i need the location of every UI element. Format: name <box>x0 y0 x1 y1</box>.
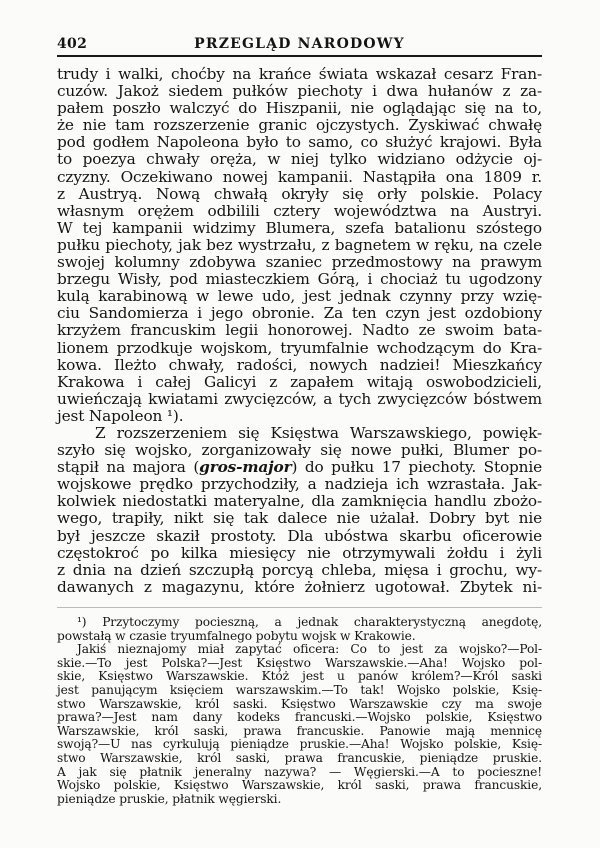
text-line: wego, trapiły, nikt się tak dalece nie użalał. Dobry byt nie <box>57 509 542 528</box>
text-line: ciu Sandomierza i jego obronie. Za ten czyn jest ozdobiony <box>57 304 542 323</box>
text-line: krzyżem francuskim legii honorowej. Nadto ze swoim bata- <box>57 321 542 340</box>
text-line: kulą karabinową w lewe udo, jest jednak czynny przy wzię- <box>57 287 542 306</box>
footnote-line: swoją?—U nas cyrkulują pieniądze pruskie.—Aha! Wojsko polskie, Księ- <box>57 737 542 752</box>
text-line: czyzny. Oczekiwano nowej kampanii. Nastąpiła ona 1809 r. <box>57 167 542 186</box>
paragraph-2 <box>57 425 542 596</box>
text-line: kolwiek niedostatki materyalne, dla zamknięcia handlu zbożo- <box>57 492 542 511</box>
footnote-line: stwo Warszawskie, król saski, prawa francuskie, pieniądze pruskie. <box>57 750 542 765</box>
italic-term: gros-major <box>199 458 292 477</box>
text-line: W tej kampanii widzimy Blumera, szefa batalionu szóstego <box>57 218 542 237</box>
text-line: własnym orężem odbilili cztery województwa na Austryi. <box>57 201 542 220</box>
text-line: pułku piechoty, jak bez wystrzału, z bagnetem w ręku, na czele <box>57 235 542 254</box>
text-line: Z rozszerzeniem się Księstwa Warszawskiego, powięk- <box>95 423 542 442</box>
text-line <box>57 459 542 476</box>
footnote-line: powstałą w czasie tryumfalnego pobytu wojsk w Krakowie. <box>57 628 416 643</box>
text-line: był jeszcze skaził prostoty. Dla ubóstwa skarbu oficerowie <box>57 526 542 545</box>
footnote-line: Wojsko polskie, Księstwo Warszawskie, król saski, prawa francuskie, <box>57 778 542 793</box>
text-line: trudy i walki, choćby na krańce świata wskazał cesarz Fran- <box>57 65 542 83</box>
footnote-line: ¹) Przytoczymy pocieszną, a jednak charakterystyczną anegdotę, <box>77 615 542 629</box>
header-rule <box>57 55 542 57</box>
text-segment: stąpił na majora ( <box>57 458 200 477</box>
footnote-1 <box>57 616 542 643</box>
text-line: brzegu Wisły, pod miasteczkiem Górą, i chociaż tu ugodzony <box>57 270 542 289</box>
text-line: że nie tam rozszerzenie granic ojczystych. Zyskiwać chwałę <box>57 116 542 135</box>
footnote-line: Warszawskie, król saski, prawa francuskie. Panowie mają mennicę <box>57 723 542 738</box>
footnote-line: prawa?—Jest nam dany kodeks francuski.—Wojsko polskie, Księstwo <box>57 710 542 725</box>
text-line: częstokroć po kilka miesięcy nie otrzymywali żołdu i żyli <box>57 543 542 562</box>
footnote-line: stwo Warszawskie, król saski. Księstwo Warszawskie czy ma swoje <box>57 696 542 711</box>
text-line: cuzów. Jakoż siedem pułków piechoty i dwa hułanów z za- <box>57 82 542 101</box>
text-line: Krakowa i całej Galicyi z zapałem witają oswobodzicieli, <box>57 372 542 391</box>
text-line: z dnia na dzień szczupłą porcyą chleba, mięsa i grochu, wy- <box>57 560 542 579</box>
footnote-line: Jakiś nieznajomy miał zapytać oficera: Co to jest za wojsko?—Pol- <box>77 642 542 657</box>
footnote-line: skie.—To jest Polska?—Jest Księstwo Warszawskie.—Aha! Wojsko pol- <box>57 655 542 670</box>
page-number: 402 <box>57 36 88 52</box>
main-text <box>57 66 542 596</box>
footnote-2 <box>57 643 542 806</box>
footnote-line: jest panującym księciem warszawskim.—To tak! Wojsko polskie, Księ- <box>57 682 542 697</box>
text-line: dawanych z magazynu, które żołnierz ugotował. Zbytek ni- <box>57 577 542 596</box>
text-line: swojej kolumny zdobywa szaniec przedmostowy na prawym <box>57 253 542 272</box>
text-line: kowa. Ileżto chwały, radości, nowych nadziei! Mieszkańcy <box>57 355 542 374</box>
text-line: z Austryą. Nową chwałą okryły się orły polskie. Polacy <box>57 184 542 203</box>
text-line: wojskowe prędko przychodziły, a nadzieja ich wzrastała. Jak- <box>57 475 542 494</box>
text-line: uwieńczają kwiatami zwycięzców, a tych zwycięzców bóstwem <box>57 389 542 408</box>
paragraph-1 <box>57 66 542 425</box>
footnote-line: A jak się płatnik jeneralny nazywa? — Węgierski.—A to pocieszne! <box>57 764 542 779</box>
footnote-line: pieniądze pruskie, płatnik węgierski. <box>57 791 282 806</box>
text-line: to poezya chwały oręża, w niej tylko widziano odżycie oj- <box>57 150 542 169</box>
text-line: jest Napoleon ¹). <box>57 406 184 425</box>
text-line: szyło się wojsko, zorganizowały się nowe pułki, Blumer po- <box>57 441 542 460</box>
text-line: pałem poszło walczyć do Hiszpanii, nie oglądając się na to, <box>57 99 542 118</box>
text-line: lionem przodkuje wojskom, tryumfalnie wchodzącym do Kra- <box>57 338 542 357</box>
running-title: PRZEGLĄD NARODOWY <box>194 36 405 52</box>
footnote-divider <box>57 607 542 608</box>
page-header <box>57 36 542 56</box>
footnote-line: skie, Księstwo Warszawskie. Któż jest u panów królem?—Król saski <box>57 669 542 684</box>
text-segment: ) do pułku 17 piechoty. Stopnie <box>291 458 542 477</box>
text-line: pod godłem Napoleona było to samo, co służyć krajowi. Była <box>57 133 542 152</box>
footnotes <box>57 616 542 806</box>
